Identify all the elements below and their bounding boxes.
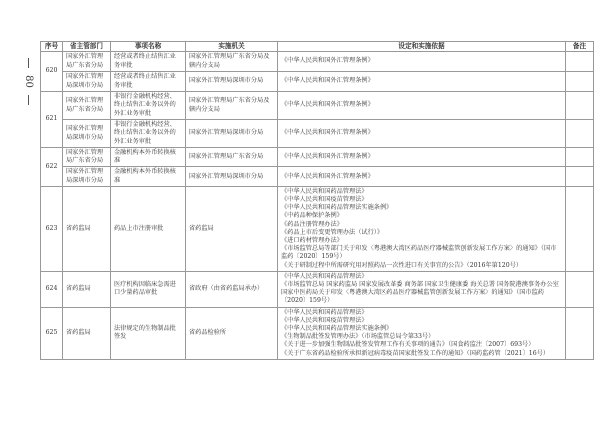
basis-line: 《市场监管总局等部门关于印发〈粤港澳大湾区药品医疗器械监管创新发展工作方案〉的通知》（国市监药〔2020〕159号） [281,245,557,261]
basis-line: 《中华人民共和国药品管理法》 [281,187,368,195]
basis-line: 《中华人民共和国药品管理法》 [281,272,368,280]
basis-line: 《药品注册管理办法》 [281,220,343,228]
row-number: 621 [41,92,63,148]
item-cell: 医疗机构因临床急需进口少量药品审批 [111,271,186,307]
dept-cell: 省药监局 [63,186,111,271]
table-row [41,52,594,72]
basis-cell: 《中华人民共和国外汇管理条例》 [278,72,566,92]
basis-line: 《市场监管总局 国家药监局 国家发展改革委 商务部 国家卫生健康委 海关总署 国务院港澳事务办公室 国家中医药局关于印发〈粤港澳大湾区药品医疗器械监管创新发展工作方案〉的通知》（国市监药〔2020〕159号） [281,281,559,305]
dept-cell: 国家外汇管理局广东省分局 [63,52,111,72]
header-dept: 省主管部门 [63,42,111,52]
note-cell [566,167,594,186]
item-cell: 经营或者终止结售汇业务审批 [111,72,186,92]
basis-line: 《中药品种保护条例》 [281,212,343,220]
basis-cell [278,186,566,271]
item-cell: 非银行金融机构经营、终止结售汇业务以外的外汇业务审批 [111,120,186,148]
dept-cell: 国家外汇管理局广东省分局 [63,148,111,167]
header-basis: 设定和实施依据 [278,42,566,52]
dept-cell: 国家外汇管理局广东省分局 [63,92,111,120]
table-row [41,120,594,148]
header-no: 序号 [41,42,63,52]
table-row [41,72,594,92]
agency-cell: 国家外汇管理局深圳市分局 [186,72,278,92]
basis-cell: 《中华人民共和国外汇管理条例》 [278,92,566,120]
note-cell [566,120,594,148]
note-cell [566,271,594,307]
dept-cell: 省药监局 [63,271,111,307]
header-item: 事项名称 [111,42,186,52]
agency-cell: 国家外汇管理局广东省分局及辖内分支局 [186,52,278,72]
table-row [41,271,594,307]
item-cell: 法律规定的生物制品批签发 [111,307,186,359]
agency-cell: 国家外汇管理局深圳市分局 [186,167,278,186]
item-cell: 经营或者终止结售汇业务审批 [111,52,186,72]
basis-line: 《关于研制过程中所需研究用对照药品一次性进口有关事宜的公告》（2016年第120号） [281,261,523,269]
basis-line: 《进口药材管理办法》 [281,237,343,245]
row-number: 624 [41,271,63,307]
table-row [41,186,594,271]
header-note: 备注 [566,42,594,52]
table-header-row [41,42,594,52]
dept-cell: 国家外汇管理局深圳市分局 [63,72,111,92]
basis-line: 《中华人民共和国药品管理法实施条例》 [281,325,393,333]
page-number [20,56,36,116]
item-cell: 药品上市注册审批 [111,186,186,271]
table-row [41,167,594,186]
basis-cell: 《中华人民共和国外汇管理条例》 [278,167,566,186]
note-cell [566,186,594,271]
basis-cell: 《中华人民共和国外汇管理条例》 [278,120,566,148]
basis-cell [278,271,566,307]
basis-cell: 《中华人民共和国外汇管理条例》 [278,148,566,167]
basis-line: 《中华人民共和国药品管理法》 [281,308,368,316]
page-number-text: 80 [22,75,34,88]
item-cell: 非银行金融机构经营、终止结售汇业务以外的外汇业务审批 [111,92,186,120]
item-cell: 金融机构本外币转换核准 [111,148,186,167]
agency-cell: 国家外汇管理局广东省分局及辖内分支局 [186,92,278,120]
note-cell [566,92,594,120]
basis-line: 《关于进一步加强生物制品批签发管理工作有关事项的通告》（国食药监注〔2007〕693号） [281,341,535,349]
agency-cell: 省药品检验所 [186,307,278,359]
table-row [41,148,594,167]
note-cell [566,72,594,92]
divider [28,95,29,105]
table-row [41,307,594,359]
note-cell [566,52,594,72]
table-row [41,92,594,120]
row-number: 625 [41,307,63,359]
dept-cell: 国家外汇管理局深圳市分局 [63,120,111,148]
item-cell: 金融机构本外币转换核准 [111,167,186,186]
basis-line: 《中华人民共和国疫苗管理法》 [281,316,368,324]
agency-cell: 国家外汇管理局深圳市分局 [186,120,278,148]
row-number: 622 [41,148,63,187]
row-number: 623 [41,186,63,271]
basis-cell: 《中华人民共和国外汇管理条例》 [278,52,566,72]
basis-line: 《生物制品批签发管理办法》（市场监管总局令第33号） [281,333,435,341]
basis-cell [278,307,566,359]
agency-cell: 省药监局 [186,186,278,271]
administrative-items-table [40,41,594,360]
agency-cell: 省政府（由省药监局承办） [186,271,278,307]
note-cell [566,307,594,359]
basis-line: 《中华人民共和国疫苗管理法》 [281,196,368,204]
row-number: 620 [41,52,63,92]
divider [28,58,29,68]
basis-line: 《关于广东省药品检验所承担新冠病毒疫苗国家批签发工作的通知》（国药监药管〔2021〕16号） [281,349,550,357]
header-agency: 实施机关 [186,42,278,52]
agency-cell: 国家外汇管理局广东省分局 [186,148,278,167]
basis-line: 《中华人民共和国药品管理法实施条例》 [281,204,393,212]
basis-line: 《药品上市后变更管理办法（试行）》 [281,228,384,236]
dept-cell: 省药监局 [63,307,111,359]
note-cell [566,148,594,167]
dept-cell: 国家外汇管理局深圳市分局 [63,167,111,186]
